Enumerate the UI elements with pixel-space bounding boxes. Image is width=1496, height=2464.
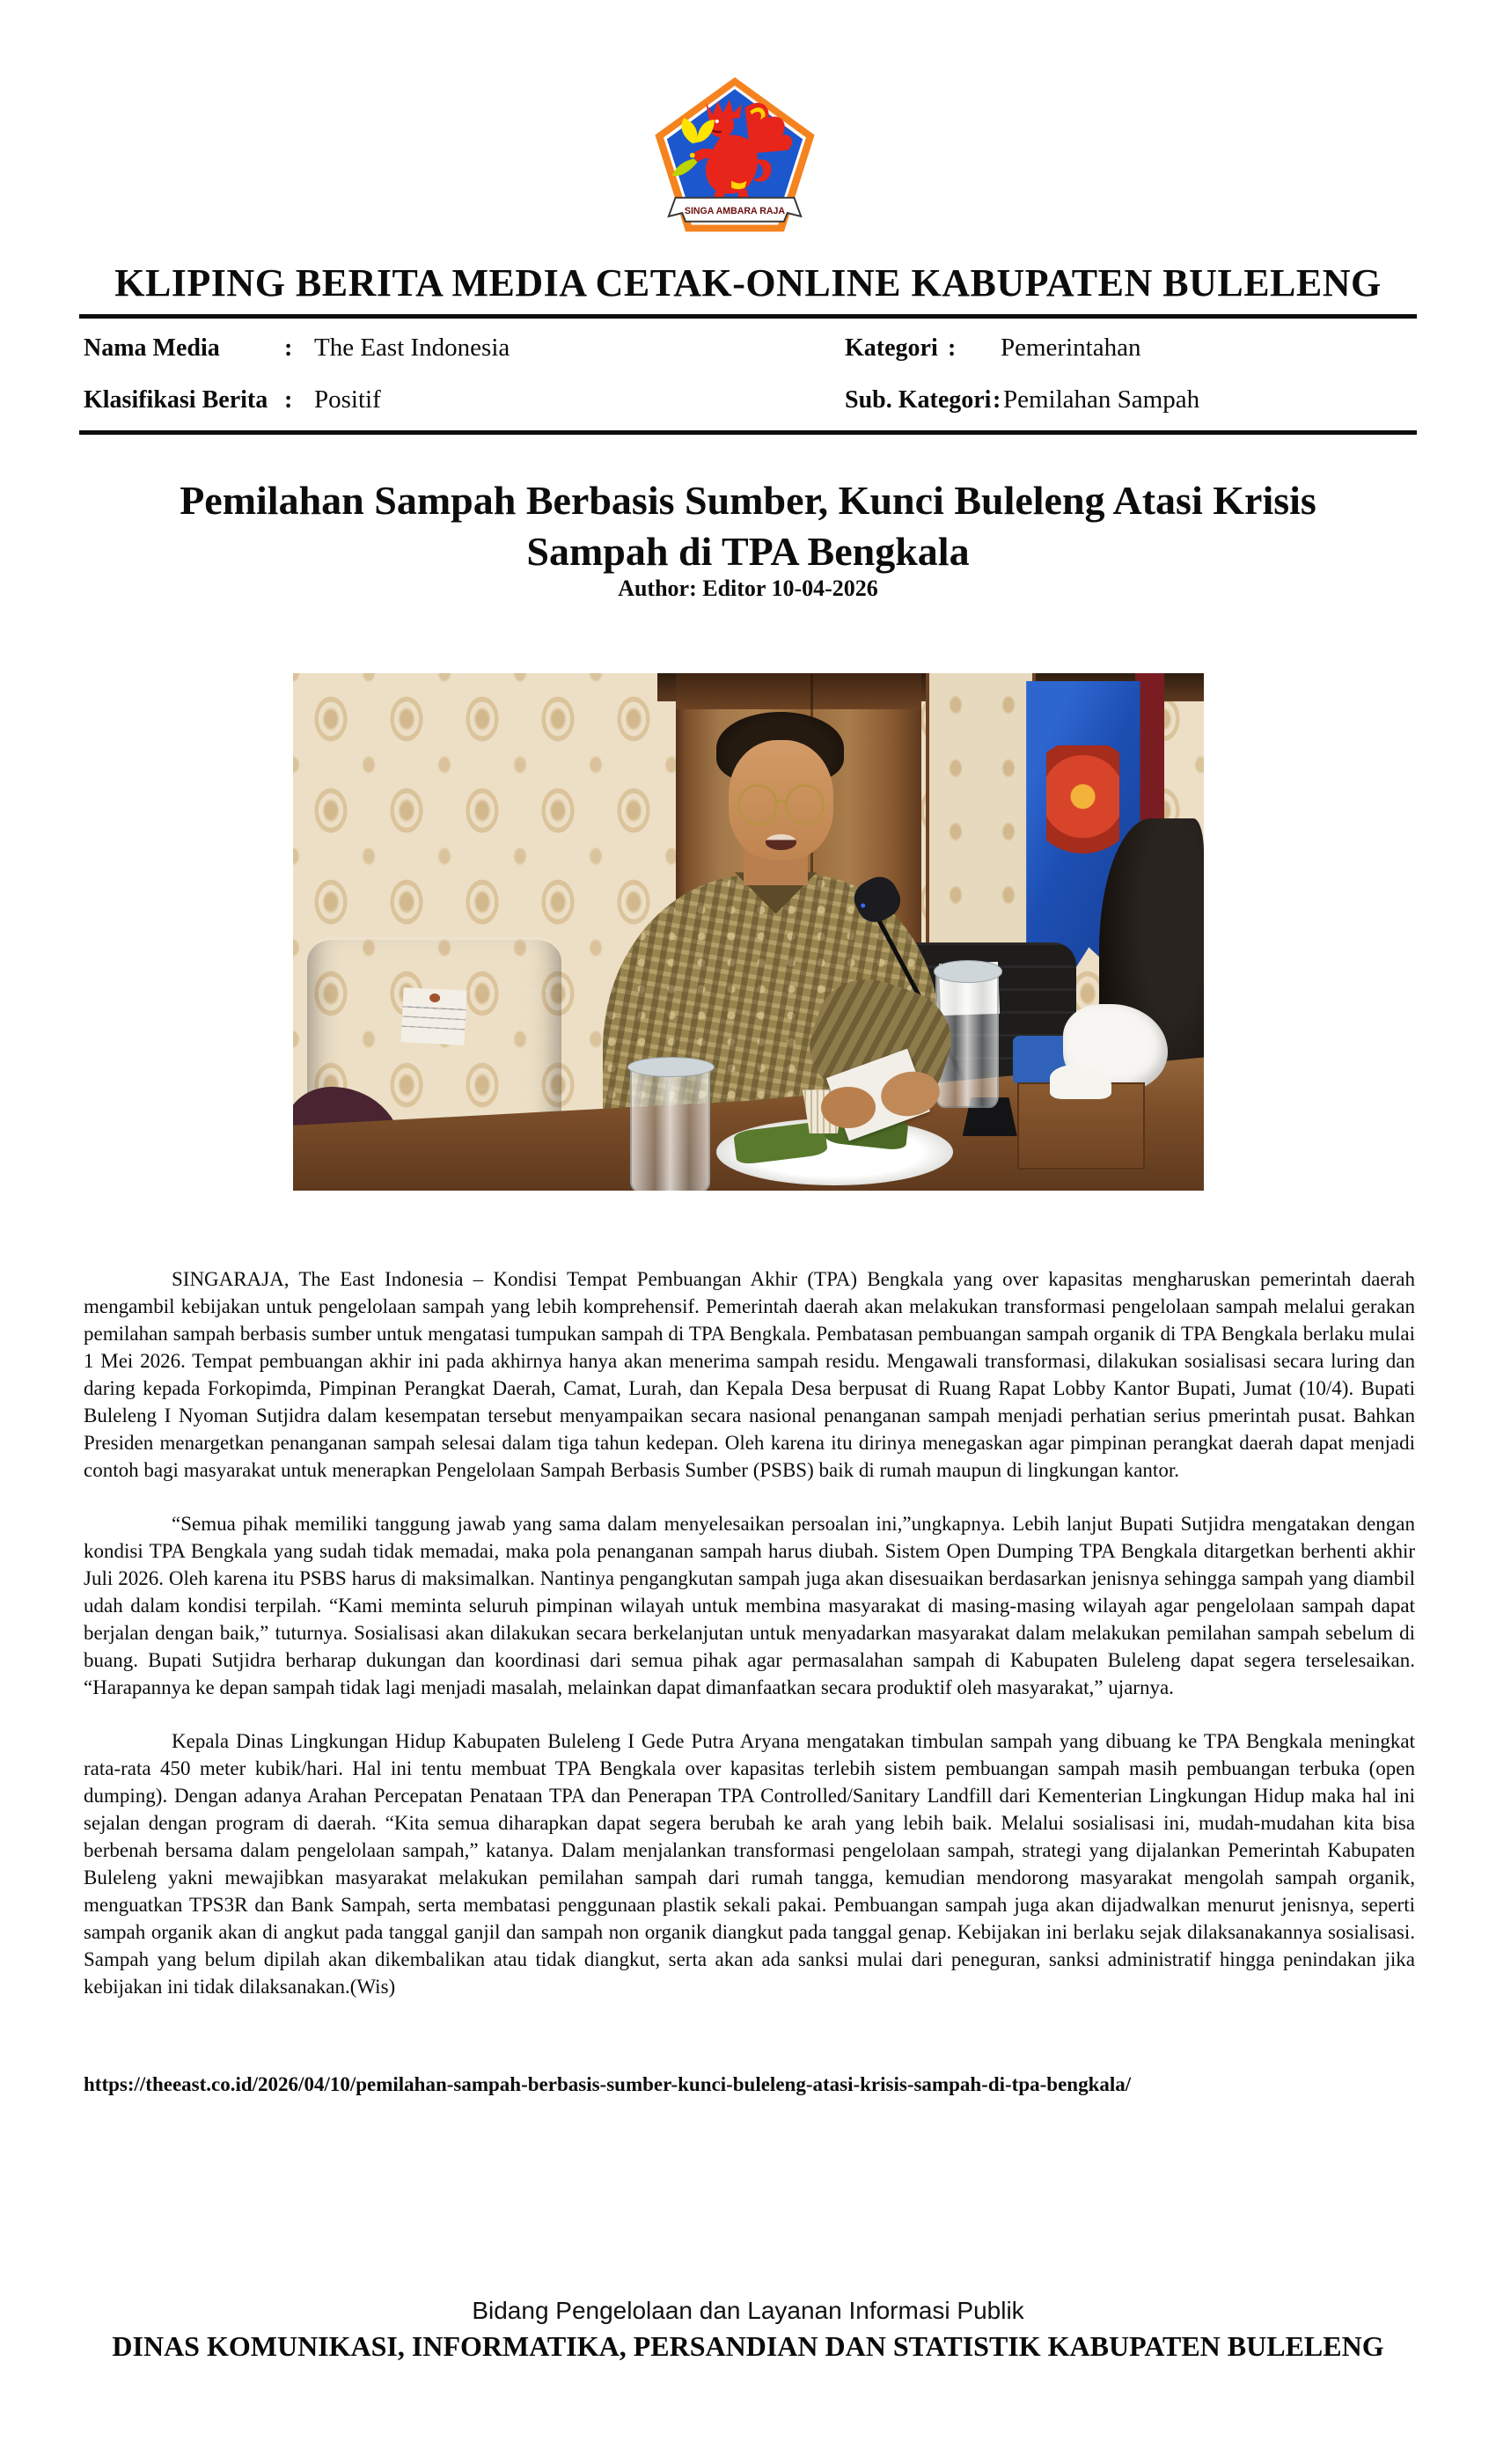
meta-value: Positif [314, 385, 381, 414]
article-title [106, 475, 1390, 577]
meta-colon: : [993, 386, 1001, 414]
article-paragraph-1: SINGARAJA, The East Indonesia – Kondisi Tempat Pembuangan Akhir (TPA) Bengkala yang over kapasitas mengharuskan pemerintah daerah mengambil kebijakan untuk pengelolaan sampah yang lebih komprehensif. Pemerintah daerah akan melakukan transformasi pengelolaan sampah melalui gerakan pemilahan sampah berbasis sumber untuk mengatasi tumpukan sampah di TPA Bengkala. Pembatasan pembuangan sampah organik di TPA Bengkala berlaku mulai 1 Mei 2026. Tempat pembuangan akhir ini pada akhirnya hanya akan menerima sampah residu. Mengawali transformasi, dilakukan sosialisasi secara luring dan daring kepada Forkopimda, Pimpinan Perangkat Daerah, Camat, Lurah, dan Kepala Desa berpusat di Ruang Rapat Lobby Kantor Bupati, Jumat (10/4). Bupati Buleleng I Nyoman Sutjidra dalam kesempatan tersebut menyampaikan secara nasional penanganan sampah menjadi perhatian serius pmerintah pusat. Bahkan Presiden menargetkan penanganan sampah selesai dalam tiga tahun kedepan. Oleh karena itu dirinya menegaskan agar pimpinan perangkat daerah dapat menjadi contoh bagi masyarakat untuk menerapkan Pengelolaan Sampah Berbasis Sumber (PSBS) baik di rumah maupun di lingkungan kantor. [84, 1268, 1415, 1481]
photo-speaker-glasses [737, 784, 778, 825]
divider-mid [79, 430, 1417, 435]
meta-row-nama-media [84, 334, 510, 363]
article-title-line2: Sampah di TPA Bengkala [526, 529, 970, 574]
meta-row-sub-kategori [845, 385, 1199, 414]
article-body [84, 1265, 1415, 2000]
article-paragraph-3: Kepala Dinas Lingkungan Hidup Kabupaten Buleleng I Gede Putra Aryana mengatakan timbulan sampah yang dibuang ke TPA Bengkala meningkat rata-rata 450 meter kubik/hari. Hal ini tentu membuat TPA Bengkala over kapasitas terlebih sistem pembuangan sampah masih pembuangan terbuka (open dumping). Dengan adanya Arahan Percepatan Penataan TPA dan Penerapan TPA Controlled/Sanitary Landfill dari Kementerian Lingkungan Hidup maka hal ini sejalan dengan program di daerah. “Kita semua diharapkan dapat segera berubah ke arah yang lebih baik. Melalui sosialisasi ini, mudah-mudahan kita bisa berbenah bersama dalam pengelolaan sampah,” katanya. Dalam menjalankan transformasi pengelolaan sampah, strategi yang dijalankan Pemerintah Kabupaten Buleleng yakni mewajibkan masyarakat melakukan pemilahan sampah dari rumah tangga, kemudian mendorong masyarakat mengolah sampah organik, menguatkan TPS3R dan Bank Sampah, serta membatasi penggunaan plastik sekali pakai. Pembuangan sampah juga akan dijadwalkan menurut jenisnya, seperti sampah organik akan di angkut pada tanggal ganjil dan sampah non organik diangkut pada tanggal genap. Kebijakan ini berlaku sejak dilaksanakannya sosialisasi. Sampah yang belum dipilah akan dikembalikan atau tidak diangkut, serta akan ada sanksi mulai dari peneguran, sanksi administratif hingga penindakan jika kebijakan ini tidak dilaksanakan.(Wis) [84, 1730, 1415, 1998]
meta-table-right [845, 334, 1199, 414]
meta-label: Klasifikasi Berita [84, 386, 268, 414]
divider-top [79, 314, 1417, 319]
buleleng-crest-logo [645, 72, 825, 238]
meta-colon: : [284, 334, 293, 362]
meta-colon: : [284, 386, 293, 414]
photo-flag-emblem [1046, 745, 1119, 880]
page-title: KLIPING BERITA MEDIA CETAK-ONLINE KABUPATEN BULELENG [114, 261, 1382, 304]
article-title-line1: Pemilahan Sampah Berbasis Sumber, Kunci Buleleng Atasi Krisis [180, 478, 1316, 523]
article-photo [293, 673, 1204, 1191]
photo-drink-glass [630, 1064, 710, 1191]
photo-tissue-box [1017, 1082, 1145, 1170]
crest-banner-text: SINGA AMBARA RAJA [684, 206, 786, 217]
meta-colon: : [948, 334, 957, 362]
footer-division: Bidang Pengelolaan dan Layanan Informasi Publik [472, 2297, 1024, 2324]
photo-speaker-glasses-bridge [775, 800, 788, 803]
meta-table-left [84, 334, 510, 414]
footer-agency: DINAS KOMUNIKASI, INFORMATIKA, PERSANDIAN DAN STATISTIK KABUPATEN BULELENG [112, 2330, 1384, 2362]
meta-value: Pemerintahan [1001, 334, 1141, 362]
meta-label: Sub. Kategori [845, 386, 992, 414]
meta-row-klasifikasi [84, 385, 510, 414]
crest-svg [645, 72, 825, 238]
source-url-link[interactable]: https://theeast.co.id/2026/04/10/pemilahan-sampah-berbasis-sumber-kunci-buleleng-atasi-krisis-sampah-di-tpa-bengkala/ [84, 2073, 1132, 2095]
meta-row-kategori [845, 334, 1199, 363]
article-paragraph-2: “Semua pihak memiliki tanggung jawab yang sama dalam menyelesaikan persoalan ini,”ungkapnya. Lebih lanjut Bupati Sutjidra mengatakan dengan kondisi TPA Bengkala yang sudah tidak memadai, maka pola penanganan sampah harus diubah. Sistem Open Dumping TPA Bengkala ditargetkan berhenti akhir Juli 2026. Oleh karena itu PSBS harus di maksimalkan. Nantinya pengangkutan sampah juga akan disesuaikan berdasarkan jenisnya sehingga sampah yang diambil udah dalam kondisi terpilah. “Kami meminta seluruh pimpinan wilayah untuk membina masyarakat di masing-masing wilayah agar pengelolaan sampah dapat berjalan dengan baik,” tuturnya. Sosialisasi akan dilakukan secara berkelanjutan untuk menyadarkan masyarakat dalam melakukan pemilahan sampah sebelum di buang. Bupati Sutjidra berharap dukungan dan koordinasi dari semua pihak agar permasalahan sampah di Kabupaten Buleleng dapat segera terselesaikan. “Harapannya ke depan sampah tidak lagi menjadi masalah, melainkan dapat dimanfaatkan secara produktif oleh masyarakat,” ujarnya. [84, 1513, 1415, 1698]
meta-label: Nama Media [84, 334, 220, 362]
meta-value: Pemilahan Sampah [1003, 385, 1200, 414]
photo-name-card [401, 987, 468, 1045]
article-byline: Author: Editor 10-04-2026 [618, 576, 878, 601]
meta-value: The East Indonesia [314, 334, 510, 362]
meta-label: Kategori [845, 334, 938, 362]
